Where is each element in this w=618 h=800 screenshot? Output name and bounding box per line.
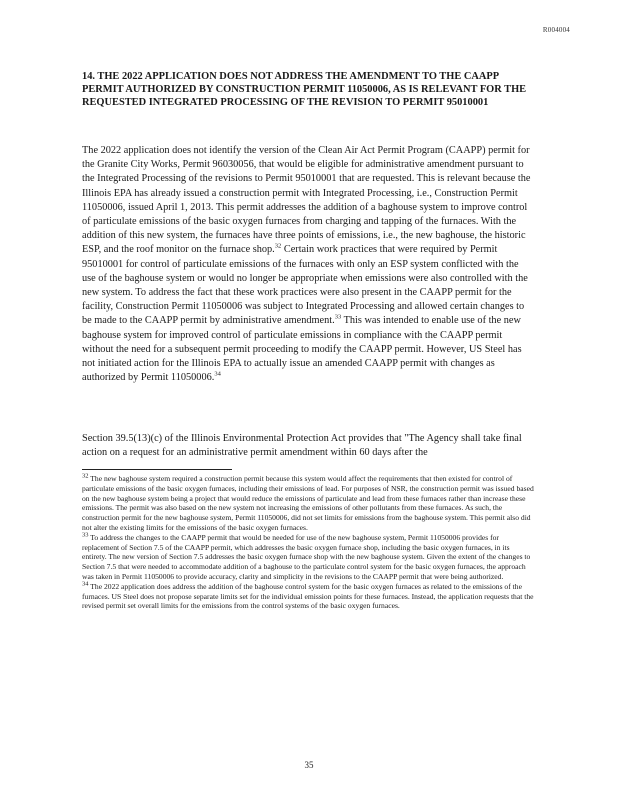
- body-paragraph-2: Section 39.5(13)(c) of the Illinois Environmental Protection Act provides that "The Agency shall take final action on a request for an administrative permit amendment within 60 days after the: [82, 433, 522, 459]
- footnotes-section: [82, 474, 534, 611]
- footnote-text: The new baghouse system required a construction permit because this system would affect the requirements that then existed for control of particulate emissions of the basic oxygen furnaces, including their emissions of lead. For purposes of NSR, the construction permit was issued based on the new baghouse system being a project that would reduce the emissions of particulate and lead from these furnaces rather than increase these emissions. The permit was also based on the new system not increasing the emissions of other pollutants from these furnaces. As such, the construction permit for the new baghouse system, Permit 11050006, did not set limits for emissions from the baghouse system. This permit also did not alter the existing limits for the emissions of the basic oxygen furnaces.: [82, 474, 534, 532]
- paragraph-text: This was intended to enable use of the new baghouse system for improved control of particulate emissions in compliance with the CAAPP permit without the need for a subsequent permit proceeding to modify the CAAPP permit. However, US Steel has not initiated action for the Illinois EPA to actually issue an amended CAAPP permit with changes as authorized by Permit 11050006.: [82, 315, 522, 384]
- document-id: R004004: [542, 26, 570, 34]
- footnote-text: To address the changes to the CAAPP permit that would be needed for use of the new baghouse system, Permit 11050006 provides for replacement of Section 7.5 of the CAAPP permit, which addresses the basic oxygen furnace shop, including the basic oxygen furnaces, in its entirety. The new version of Section 7.5 addresses the basic oxygen furnace shop with the new baghouse system. Given the extent of the changes to Section 7.5 that were needed to accommodate addition of a baghouse to the particulate control system for the basic oxygen furnaces, the approach was taken in Permit 11050006 to provide accuracy, clarity and simplicity in the revisions to the CAAPP permit that were being authorized.: [82, 532, 531, 581]
- footnote-ref[interactable]: 32: [274, 243, 282, 250]
- footnote-divider: [82, 469, 232, 470]
- page-number: 35: [304, 760, 314, 770]
- paragraph-text: The 2022 application does not identify the version of the Clean Air Act Permit Program (CAAPP) permit for the Granite City Works, Permit 96030056, that would be eligible for administrative amendment pursuant to the Integrated Processing of the revisions to Permit 95010001 that are requested. This is relevant because the Illinois EPA has already issued a construction permit with Integrated Processing, i.e., Construction Permit 11050006, issued April 1, 2013. This permit addresses the addition of a baghouse system to improve control of particulate emissions of the basic oxygen furnaces from charging and tapping of the furnaces. With the addition of this new system, the furnaces have three points of emissions, i.e., the new baghouse, the historic ESP, and the roof monitor on the furnace shop.: [82, 145, 531, 256]
- footnote: [82, 533, 534, 582]
- section-heading: 14. THE 2022 APPLICATION DOES NOT ADDRESS THE AMENDMENT TO THE CAAPP PERMIT AUTHORIZED BY CONSTRUCTION PERMIT 11050006, AS IS RELEVANT FOR THE REQUESTED INTEGRATED PROCESSING OF THE REVISION TO PERMIT 95010001: [82, 71, 527, 109]
- footnote-number: 32: [82, 472, 89, 480]
- footnote: [82, 582, 534, 611]
- footnote-number: 34: [82, 580, 89, 588]
- footnote-ref[interactable]: 33: [334, 314, 342, 322]
- footnote-text: The 2022 application does address the addition of the baghouse control system for the basic oxygen furnaces as related to the emissions of the furnaces. US Steel does not propose separate limits set for the individual emission points for these furnaces. Instead, the application requests that the revised permit set overall limits for the emissions from the control systems of the basic oxygen furnaces.: [82, 581, 534, 611]
- footnote-number: 33: [82, 531, 89, 539]
- body-paragraph-1: [82, 144, 534, 385]
- footnote: [82, 474, 534, 533]
- paragraph-text: Certain work practices that were required by Permit 95010001 for control of particulate emissions of the furnaces with only an ESP system conflicted with the use of the baghouse system or would no longer be appropriate when emissions were also controlled with the new system. To address the fact that these work practices were also present in the CAAPP permit for the facility, Construction Permit 11050006 was subject to Integrated Processing and allowed certain changes to be made to the CAAPP permit by administrative amendment.: [82, 244, 528, 327]
- footnote-ref[interactable]: 34: [214, 370, 221, 378]
